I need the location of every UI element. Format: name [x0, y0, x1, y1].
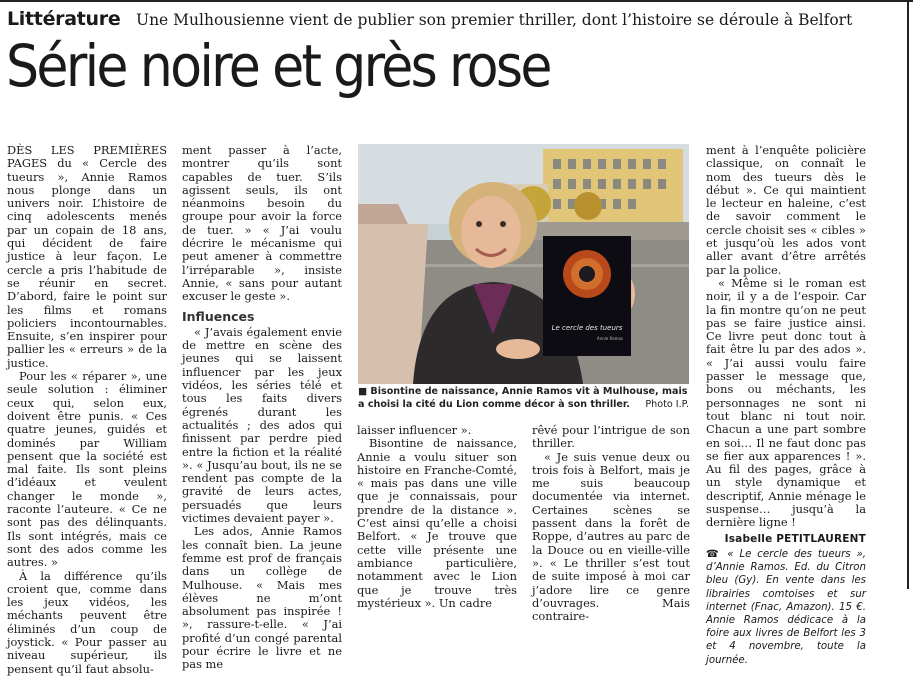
book-info-text: « Le cercle des tueurs », d’Annie Ramos. Ed. du Citron bleu (Gy). En vente dans les librairies comtoises et sur internet (Fnac, Amazon). 15 €. Annie Ramos dédicace à la foire aux livres de Belfort les 3 et 4 novembre, toute la journée. [706, 548, 866, 666]
book-title: Le cercle des tueurs [551, 324, 623, 332]
section-label: Littérature [7, 8, 121, 30]
article-column-5 [706, 144, 866, 667]
headline: Série noire et grès rose [6, 32, 550, 100]
paragraph: ment à l’enquête policière classique, on connaît le nom des tueurs dès le début ». Ce qui maintient le lecteur en haleine, c’est de savoir comment le cercle choisit ses « cibles » et jusqu’où les ados vont aller avant d’être arrêtés par la police. [706, 143, 866, 277]
book-author: Annie Ramos [596, 336, 624, 341]
kicker: Une Mulhousienne vient de publier son premier thriller, dont l’histoire se déroule à Belfort [136, 11, 853, 29]
byline [706, 533, 866, 546]
paragraph: rêvé pour l’intrigue de son thriller. [532, 423, 690, 451]
paragraph: À la différence qu’ils croient que, comme dans les jeux vidéos, les méchants peuvent être éliminés d’un coup de joystick. « Pour passer au niveau supérieur, ils pensent qu’il faut absolu- [7, 568, 167, 676]
subheading: Influences [182, 308, 255, 324]
paragraph: Pour les « réparer », une seule solution : éliminer ceux qui, selon eux, doivent être punis. « Ces quatre jeunes, guidés et dominés par William pensent que la société est mal faite. Ils sont pleins d’idéaux et veulent changer le monde », raconte l’auteure. « Ce ne sont pas des délinquants. Ils sont intégrés, mais ce sont des ados comme les autres. » [7, 369, 167, 570]
paragraph: ment passer à l’acte, montrer qu’ils sont capables de tuer. S’ils agissent seuls, ils ont néanmoins besoin du groupe pour avoir la force de tuer. » « J’ai voulu décrire le mécanisme qui peut amener à commettre l’irréparable », insiste Annie, « sans pour autant excuser le geste ». [182, 143, 342, 304]
photo-credit: Photo I.P. [645, 398, 689, 410]
paragraph: Les ados, Annie Ramos les connaît bien. La jeune femme est prof de français dans un collège de Mulhouse. « Mais mes élèves ne m’ont absolument pas inspirée ! », rassure-t-elle. « J’ai profité d’un congé parental pour écrire le livre et ne pas me [182, 524, 342, 672]
article-column-2 [182, 144, 342, 672]
article-column-1 [7, 144, 167, 676]
photo-illustration [358, 144, 689, 384]
article-column-4 [532, 424, 690, 623]
right-rule [907, 0, 909, 589]
paragraph: Bisontine de naissance, Annie a voulu situer son histoire en Franche-Comté, « mais pas dans une ville que je connaissais, pour prendre de la distance ». C’est ainsi qu’elle a choisi Belfort. « Je trouve que cette ville présente une ambiance particulière, notamment avec le Lion que je trouve très mystérieux ». Un cadre [357, 436, 517, 610]
paragraph: « Je suis venue deux ou trois fois à Belfort, mais je me suis beaucoup documentée via internet. Certaines scènes se passent dans la forêt de Roppe, d’autres au parc de la Douce ou en vieille-ville ». « Le thriller s’est tout de suite imposé à moi car j’adore lire ce genre d’ouvrages. Mais contraire- [532, 449, 690, 624]
phone-icon: ☎ [706, 548, 722, 560]
photo-caption [358, 386, 689, 411]
top-rule [0, 0, 913, 2]
caption-text: ■ Bisontine de naissance, Annie Ramos vit à Mulhouse, mais a choisi la cité du Lion comme décor à son thriller. [358, 386, 688, 410]
article-photo [358, 144, 689, 384]
paragraph: « Même si le roman est noir, il y a de l’espoir. Car la fin montre qu’on ne peut pas se faire justice ainsi. Ce livre peut donc tout à fait être lu par des ados ». « J’ai aussi voulu faire passer le message que, bons ou méchants, les personnages ne sont ni tout blanc ni tout noir. Chacun a une part sombre en soi… Il ne faut donc pas se fier aux apparences ! ». Au fil des pages, grâce à un style dynamique et descriptif, Annie ménage le suspense… jusqu’à la dernière ligne ! [706, 275, 866, 530]
paragraph: laisser influencer ». [357, 423, 472, 437]
book-info [706, 548, 866, 667]
paragraph: DÈS LES PREMIÈRES PAGES du « Cercle des tueurs », Annie Ramos nous plonge dans un univers noir. L’histoire de cinq adolescents menés par un copain de 18 ans, qui décident de faire justice à leur façon. Le cercle a pris l’habitude de se réunir en secret. D’abord, faire le point sur les films et romans policiers incontournables. Ensuite, s’en inspirer pour pallier les « erreurs » de la justice. [7, 143, 167, 370]
article-column-3 [357, 424, 517, 610]
paragraph: « J’avais également envie de mettre en scène des jeunes qui se laissent influencer par les jeux vidéos, les séries télé et tous les faits divers égrenés durant les actualités ; des ados qui finissent par perdre pied entre la fiction et la réalité ». « Jusqu’au bout, ils ne se rendent pas compte de la gravité de leurs actes, persuadés que leurs victimes devaient payer ». [182, 324, 342, 526]
author-name: Isabelle PETITLAURENT [724, 532, 866, 545]
